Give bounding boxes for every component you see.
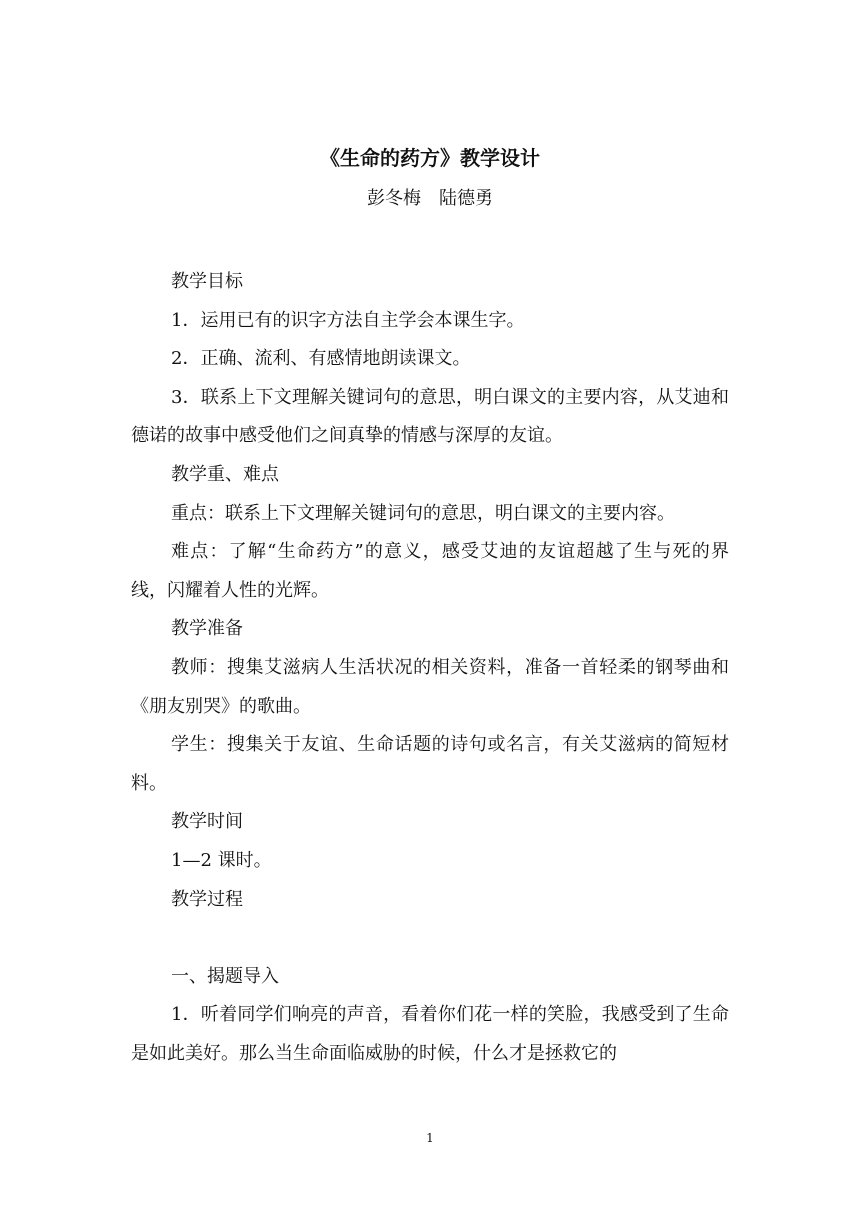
objective-item-2: 2．正确、流利、有感情地朗读课文。 [171, 348, 471, 370]
teacher-preparation-paragraph: 教师：搜集艾滋病人生活状况的相关资料，准备一首轻柔的钢琴曲和《朋友别哭》的歌曲。 [131, 656, 729, 717]
key-point-paragraph: 重点：联系上下文理解关键词句的意思，明白课文的主要内容。 [171, 502, 675, 524]
key-points-heading: 教学重、难点 [171, 463, 279, 485]
student-preparation-paragraph: 学生：搜集关于友谊、生命话题的诗句或名言，有关艾滋病的简短材料。 [131, 734, 729, 794]
preparation-heading: 教学准备 [171, 618, 243, 640]
section-1-paragraph-1: 1．听着同学们响亮的声音，看着你们花一样的笑脸，我感受到了生命是如此美好。那么当生命面临威胁的时候，什么才是拯救它的 [131, 1004, 729, 1064]
time-value: 1—2 课时。 [171, 849, 272, 871]
time-heading: 教学时间 [171, 811, 243, 833]
objective-item-3: 3．联系上下文理解关键词句的意思，明白课文的主要内容，从艾迪和德诺的故事中感受他们之间真挚的情感与深厚的友谊。 [131, 386, 729, 447]
document-title: 《生命的药方》教学设计 [320, 146, 540, 170]
objective-item-1: 1．运用已有的识字方法自主学会本课生字。 [171, 309, 525, 331]
difficult-point-paragraph: 难点：了解“生命药方”的意义，感受艾迪的友谊超越了生与死的界线，闪耀着人性的光辉。 [131, 541, 729, 601]
document-authors: 彭冬梅 陆德勇 [367, 188, 493, 209]
section-1-heading: 一、揭题导入 [171, 965, 279, 987]
process-heading: 教学过程 [171, 888, 243, 910]
objectives-heading: 教学目标 [171, 271, 243, 292]
blank-line [131, 919, 729, 958]
page-number: 1 [426, 1131, 434, 1145]
document-body [131, 263, 729, 1073]
